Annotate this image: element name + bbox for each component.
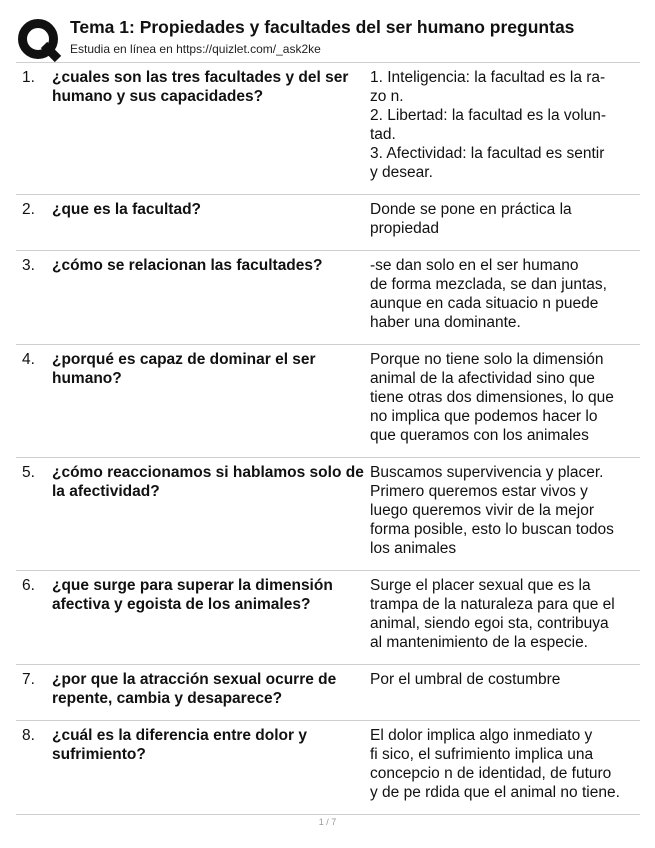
card-answer: Porque no tiene solo la dimensión animal de la afectividad sino que tiene otras dos dimensiones, lo que no implica que podemos hacer lo que queramos con los animales [370,351,614,444]
card-number: 4. [22,351,35,368]
flashcard-row [16,721,640,815]
card-question: ¿que es la facultad? [52,201,202,218]
card-number: 6. [22,577,35,594]
flashcard-list [16,62,640,815]
page-header [16,14,641,62]
card-number: 1. [22,69,35,86]
card-answer: -se dan solo en el ser humano de forma mezclada, se dan juntas, aunque en cada situacio n puede haber una dominante. [370,257,607,331]
flashcard-row [16,195,640,251]
card-answer: Buscamos supervivencia y placer. Primero queremos estar vivos y luego queremos vivir de la mejor forma posible, esto lo buscan todos los animales [370,464,614,557]
card-question: ¿cómo se relacionan las facultades? [52,257,323,274]
card-question: ¿cuales son las tres facultades y del ser humano y sus capacidades? [52,69,349,105]
card-question: ¿porqué es capaz de dominar el ser humano? [52,351,316,387]
card-answer: 1. Inteligencia: la facultad es la ra- zo n. 2. Libertad: la facultad es la volun- tad. 3. Afectividad: la facultad es sentir y desear. [370,69,607,181]
card-answer: Por el umbral de costumbre [370,671,561,688]
flashcard-row [16,251,640,345]
flashcard-row [16,571,640,665]
card-question: ¿cómo reaccionamos si hablamos solo de la afectividad? [52,464,364,500]
card-question: ¿que surge para superar la dimensión afectiva y egoista de los animales? [52,577,333,613]
flashcard-row [16,345,640,458]
flashcard-row [16,458,640,571]
card-answer: Surge el placer sexual que es la trampa de la naturaleza para que el animal, siendo egoi sta, contribuya al mantenimiento de la especie. [370,577,615,651]
card-answer: Donde se pone en práctica la propiedad [370,201,572,237]
page-title: Tema 1: Propiedades y facultades del ser humano preguntas [70,17,575,37]
card-number: 8. [22,727,35,744]
card-number: 7. [22,671,35,688]
flashcard-row [16,665,640,721]
quizlet-logo-icon [16,17,62,63]
page-number: 1 / 7 [318,817,337,827]
flashcard-row [16,63,640,195]
card-number: 5. [22,464,35,481]
card-question: ¿por que la atracción sexual ocurre de repente, cambia y desaparece? [52,671,337,707]
study-link[interactable]: Estudia en línea en https://quizlet.com/_ask2ke [70,42,321,56]
card-number: 2. [22,201,35,218]
card-question: ¿cuál es la diferencia entre dolor y sufrimiento? [52,727,307,763]
card-number: 3. [22,257,35,274]
card-answer: El dolor implica algo inmediato y fi sico, el sufrimiento implica una concepcio n de identidad, de futuro y de pe rdida que el animal no tiene. [370,727,620,801]
